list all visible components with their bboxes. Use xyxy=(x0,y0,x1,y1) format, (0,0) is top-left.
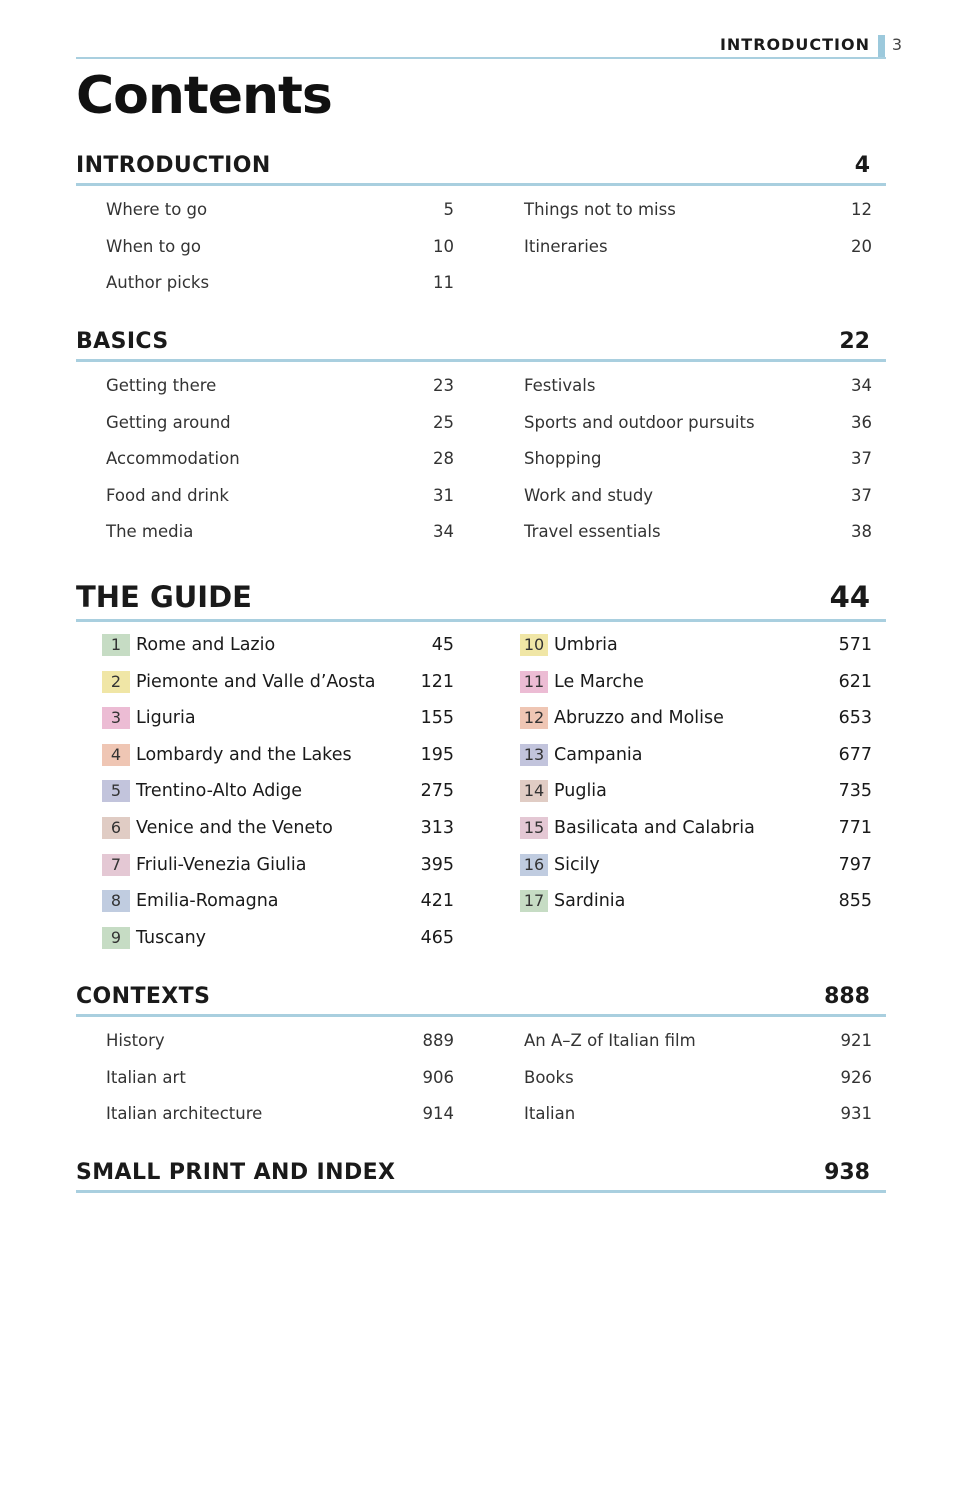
entry-page: 23 xyxy=(433,376,454,395)
entry-title: Food and drink xyxy=(106,485,229,505)
chapter-number-badge: 5 xyxy=(102,780,130,802)
entry-title: Things not to miss xyxy=(524,200,676,219)
chapter-title: Puglia xyxy=(554,781,607,802)
section-rule xyxy=(76,359,886,362)
chapter-entry[interactable] xyxy=(76,928,454,965)
section-small-print-label: SMALL PRINT AND INDEX xyxy=(76,1160,396,1185)
entry-page: 12 xyxy=(851,200,872,219)
basics-left-column xyxy=(76,376,454,559)
toc-entry[interactable] xyxy=(76,376,454,413)
entry-title: Travel essentials xyxy=(524,522,661,542)
chapter-entry[interactable] xyxy=(76,745,454,782)
chapter-page: 855 xyxy=(838,891,872,912)
chapter-title: Rome and Lazio xyxy=(136,635,276,655)
entry-page: 11 xyxy=(433,273,454,293)
chapter-page: 465 xyxy=(420,927,454,948)
chapter-number-badge: 12 xyxy=(520,707,548,729)
entry-page: 28 xyxy=(433,449,454,469)
section-rule xyxy=(76,1190,886,1193)
chapter-number-badge: 8 xyxy=(102,890,130,912)
chapter-title: Umbria xyxy=(554,635,618,655)
entry-page: 34 xyxy=(851,376,872,395)
entry-title: Work and study xyxy=(524,485,654,505)
section-rule xyxy=(76,1014,886,1017)
chapter-page: 421 xyxy=(420,891,454,912)
chapter-entry[interactable] xyxy=(76,672,454,709)
toc-entry[interactable] xyxy=(76,200,454,237)
chapter-entry[interactable] xyxy=(494,635,872,672)
toc-entry[interactable] xyxy=(76,273,454,310)
toc-entry[interactable] xyxy=(76,237,454,274)
entry-page: 31 xyxy=(433,485,454,505)
section-the-guide-label: THE GUIDE xyxy=(76,580,252,614)
section-basics[interactable] xyxy=(76,322,886,362)
chapter-page: 45 xyxy=(431,635,454,655)
basics-right-column xyxy=(494,376,872,559)
entry-title: When to go xyxy=(106,236,202,256)
entry-title: Accommodation xyxy=(106,449,240,469)
chapter-entry[interactable] xyxy=(76,855,454,892)
chapter-title: Sardinia xyxy=(554,891,626,912)
toc-entry[interactable] xyxy=(494,486,872,523)
chapter-page: 735 xyxy=(838,781,872,802)
chapter-title: Sicily xyxy=(554,854,600,875)
chapter-number-badge: 14 xyxy=(520,780,548,802)
entry-title: An A–Z of Italian film xyxy=(524,1031,696,1050)
entry-page: 926 xyxy=(840,1067,872,1087)
chapter-page: 155 xyxy=(420,708,454,729)
entry-page: 36 xyxy=(851,412,872,432)
guide-right-column xyxy=(494,635,872,928)
section-the-guide[interactable] xyxy=(76,572,886,622)
entry-page: 37 xyxy=(851,485,872,505)
toc-entry[interactable] xyxy=(76,449,454,486)
entry-page: 37 xyxy=(851,449,872,469)
chapter-entry[interactable] xyxy=(76,781,454,818)
toc-entry[interactable] xyxy=(494,522,872,559)
chapter-title: Friuli-Venezia Giulia xyxy=(136,854,307,875)
section-introduction-label: INTRODUCTION xyxy=(76,153,271,178)
section-introduction-page: 4 xyxy=(854,153,870,178)
entry-title: Where to go xyxy=(106,200,208,219)
page-title: Contents xyxy=(76,66,332,126)
entry-title: Italian architecture xyxy=(106,1104,263,1124)
chapter-page: 677 xyxy=(838,744,872,765)
entry-title: Italian art xyxy=(106,1067,186,1087)
section-rule xyxy=(76,619,886,622)
entry-title: Books xyxy=(524,1067,574,1087)
entry-title: Festivals xyxy=(524,376,596,395)
entry-title: Getting there xyxy=(106,376,217,395)
toc-entry[interactable] xyxy=(494,376,872,413)
running-header-bar xyxy=(878,35,885,57)
chapter-number-badge: 13 xyxy=(520,744,548,766)
chapter-number-badge: 6 xyxy=(102,817,130,839)
entry-page: 914 xyxy=(422,1104,454,1124)
chapter-number-badge: 3 xyxy=(102,707,130,729)
chapter-number-badge: 7 xyxy=(102,854,130,876)
toc-entry[interactable] xyxy=(494,200,872,237)
chapter-number-badge: 16 xyxy=(520,854,548,876)
entry-page: 906 xyxy=(422,1067,454,1087)
toc-entry[interactable] xyxy=(494,237,872,274)
chapter-title: Abruzzo and Molise xyxy=(554,708,724,729)
contexts-right-column xyxy=(494,1031,872,1141)
entry-page: 34 xyxy=(433,522,454,542)
chapter-entry[interactable] xyxy=(76,635,454,672)
chapter-number-badge: 4 xyxy=(102,744,130,766)
chapter-number-badge: 1 xyxy=(102,634,130,656)
chapter-title: Tuscany xyxy=(136,927,207,948)
chapter-title: Le Marche xyxy=(554,671,644,692)
chapter-page: 571 xyxy=(838,635,872,655)
chapter-entry[interactable] xyxy=(76,818,454,855)
entry-page: 25 xyxy=(433,412,454,432)
chapter-entry[interactable] xyxy=(494,855,872,892)
entry-page: 10 xyxy=(433,236,454,256)
chapter-number-badge: 10 xyxy=(520,634,548,656)
chapter-title: Emilia-Romagna xyxy=(136,891,279,912)
section-basics-page: 22 xyxy=(839,329,870,354)
chapter-title: Basilicata and Calabria xyxy=(554,817,755,838)
chapter-entry[interactable] xyxy=(76,708,454,745)
chapter-number-badge: 15 xyxy=(520,817,548,839)
toc-entry[interactable] xyxy=(494,1031,872,1068)
running-header xyxy=(556,33,902,59)
chapter-page: 653 xyxy=(838,708,872,729)
section-introduction[interactable] xyxy=(76,146,886,186)
introduction-right-column xyxy=(494,200,872,273)
chapter-entry[interactable] xyxy=(494,672,872,709)
section-rule xyxy=(76,183,886,186)
toc-entry[interactable] xyxy=(494,1104,872,1141)
running-header-page-number: 3 xyxy=(891,35,902,54)
chapter-title: Campania xyxy=(554,744,643,765)
toc-entry[interactable] xyxy=(494,1068,872,1105)
toc-entry[interactable] xyxy=(76,1104,454,1141)
entry-page: 931 xyxy=(840,1104,872,1124)
chapter-page: 313 xyxy=(420,817,454,838)
chapter-page: 771 xyxy=(838,817,872,838)
chapter-entry[interactable] xyxy=(76,891,454,928)
section-contexts[interactable] xyxy=(76,977,886,1017)
chapter-entry[interactable] xyxy=(494,781,872,818)
toc-entry[interactable] xyxy=(76,1068,454,1105)
running-header-section: INTRODUCTION xyxy=(719,35,870,54)
chapter-entry[interactable] xyxy=(494,818,872,855)
chapter-page: 621 xyxy=(838,671,872,692)
section-small-print[interactable] xyxy=(76,1153,886,1193)
entry-title: Italian xyxy=(524,1104,576,1124)
chapter-entry[interactable] xyxy=(494,708,872,745)
entry-page: 5 xyxy=(443,200,454,219)
chapter-page: 121 xyxy=(420,671,454,692)
entry-page: 889 xyxy=(422,1031,454,1050)
entry-title: The media xyxy=(106,522,194,542)
toc-entry[interactable] xyxy=(76,522,454,559)
entry-title: History xyxy=(106,1031,165,1050)
contexts-left-column xyxy=(76,1031,454,1141)
section-contexts-page: 888 xyxy=(824,984,870,1009)
guide-left-column xyxy=(76,635,454,964)
chapter-number-badge: 11 xyxy=(520,671,548,693)
toc-entry[interactable] xyxy=(76,1031,454,1068)
entry-title: Sports and outdoor pursuits xyxy=(524,412,755,432)
section-contexts-label: CONTEXTS xyxy=(76,984,211,1009)
toc-entry[interactable] xyxy=(494,449,872,486)
introduction-left-column xyxy=(76,200,454,310)
chapter-title: Lombardy and the Lakes xyxy=(136,744,352,765)
section-basics-label: BASICS xyxy=(76,329,169,354)
entry-title: Shopping xyxy=(524,449,602,469)
chapter-title: Venice and the Veneto xyxy=(136,817,333,838)
entry-page: 20 xyxy=(851,236,872,256)
chapter-page: 195 xyxy=(420,744,454,765)
section-small-print-page: 938 xyxy=(824,1160,870,1185)
chapter-page: 395 xyxy=(420,854,454,875)
section-the-guide-page: 44 xyxy=(829,580,870,614)
chapter-title: Liguria xyxy=(136,708,196,729)
entry-title: Getting around xyxy=(106,412,231,432)
entry-page: 38 xyxy=(851,522,872,542)
chapter-title: Piemonte and Valle d’Aosta xyxy=(136,671,376,692)
header-rule xyxy=(76,57,886,59)
chapter-number-badge: 9 xyxy=(102,927,130,949)
chapter-entry[interactable] xyxy=(494,745,872,782)
chapter-page: 275 xyxy=(420,781,454,802)
chapter-page: 797 xyxy=(838,854,872,875)
chapter-entry[interactable] xyxy=(494,891,872,928)
toc-entry[interactable] xyxy=(76,486,454,523)
toc-entry[interactable] xyxy=(76,413,454,450)
entry-title: Itineraries xyxy=(524,236,608,256)
chapter-title: Trentino-Alto Adige xyxy=(136,781,303,802)
chapter-number-badge: 17 xyxy=(520,890,548,912)
chapter-number-badge: 2 xyxy=(102,671,130,693)
entry-title: Author picks xyxy=(106,273,210,293)
toc-entry[interactable] xyxy=(494,413,872,450)
entry-page: 921 xyxy=(840,1031,872,1050)
